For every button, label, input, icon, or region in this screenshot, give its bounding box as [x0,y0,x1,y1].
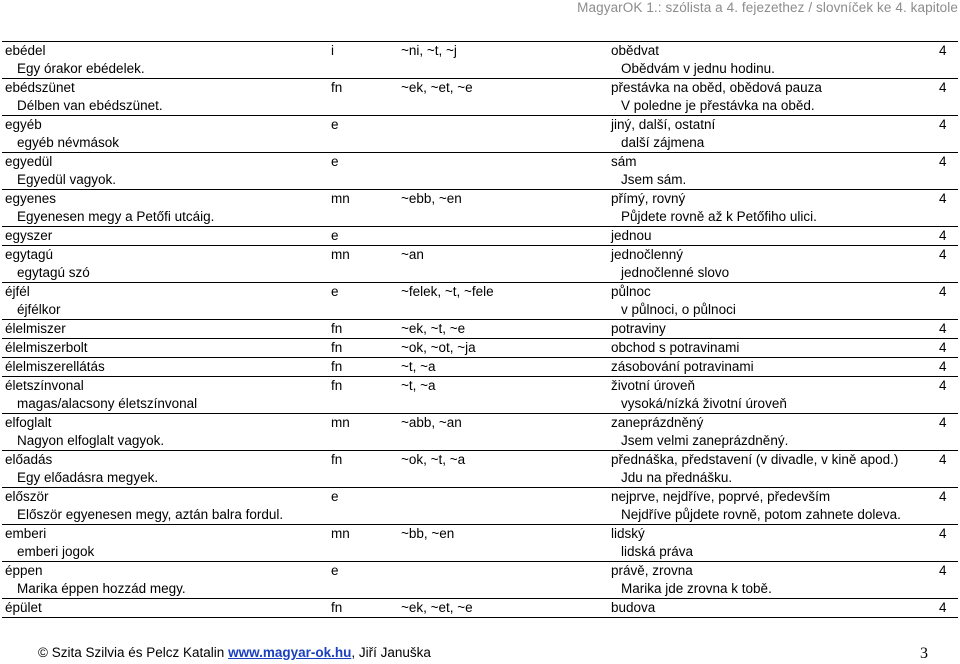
word-forms [398,414,608,451]
word-forms-text: ~ni, ~t, ~j [401,43,457,58]
word-forms [398,358,608,377]
chapter-number-text: 4 [939,452,947,467]
czech-translation-text: lidský [611,526,645,541]
czech-translation-text: sám [611,154,637,169]
chapter-number [936,562,958,599]
table-row [2,451,958,488]
part-of-speech-text: fn [331,80,343,95]
hungarian-word-example: Marika éppen hozzád megy. [17,581,186,596]
czech-translation [608,451,936,488]
czech-translation-example: v půlnoci, o půlnoci [621,302,736,317]
part-of-speech-text: fn [331,600,343,615]
word-forms-text: ~ok, ~ot, ~ja [401,340,476,355]
part-of-speech-text: e [331,117,339,132]
part-of-speech-text: e [331,154,339,169]
table-row [2,599,958,618]
hungarian-word-text: életszínvonal [5,378,84,393]
czech-translation-text: jednočlenný [611,247,684,262]
czech-translation-text: životní úroveň [611,378,696,393]
czech-translation-text: obědvat [611,43,660,58]
table-row [2,283,958,320]
hungarian-word-text: élelmiszerbolt [5,340,88,355]
part-of-speech [328,190,398,227]
chapter-number-text: 4 [939,526,947,541]
chapter-number [936,377,958,414]
hungarian-word-text: ebédel [5,43,46,58]
czech-translation [608,339,936,358]
hungarian-word-text: egyenes [5,191,57,206]
part-of-speech-text: e [331,284,339,299]
word-forms-text: ~ek, ~et, ~e [401,600,473,615]
chapter-number [936,599,958,618]
chapter-number-text: 4 [939,489,947,504]
word-forms [398,79,608,116]
chapter-number-text: 4 [939,154,947,169]
chapter-number [936,246,958,283]
chapter-number-text: 4 [939,191,947,206]
chapter-number-text: 4 [939,600,947,615]
hungarian-word [2,358,328,377]
hungarian-word-text: ebédszünet [5,80,75,95]
table-row [2,227,958,246]
hungarian-word [2,153,328,190]
czech-translation-example: Půjdete rovně až k Petőfiho ulici. [621,209,817,224]
chapter-number-text: 4 [939,321,947,336]
czech-translation-text: právě, zrovna [611,563,693,578]
word-forms [398,283,608,320]
hungarian-word [2,320,328,339]
word-forms-text: ~abb, ~an [401,415,462,430]
czech-translation-text: obchod s potravinami [611,340,740,355]
hungarian-word-text: előadás [5,452,53,467]
table-row [2,414,958,451]
table-row [2,358,958,377]
czech-translation-example: jednočlenné slovo [621,265,730,280]
part-of-speech [328,377,398,414]
hungarian-word-example: Egy előadásra megyek. [17,470,159,485]
word-forms-text: ~t, ~a [401,378,436,393]
chapter-number [936,488,958,525]
hungarian-word [2,414,328,451]
table-row [2,116,958,153]
chapter-number-text: 4 [939,43,947,58]
hungarian-word-example: éjfélkor [17,302,61,317]
copyright-icon: © [38,645,48,660]
czech-translation-example: V poledne je přestávka na oběd. [621,98,815,113]
hungarian-word-example: magas/alacsony életszínvonal [17,396,198,411]
czech-translation [608,246,936,283]
part-of-speech-text: mn [331,415,350,430]
hungarian-word-text: éppen [5,563,43,578]
word-forms-text: ~ok, ~t, ~a [401,452,466,467]
word-forms [398,116,608,153]
chapter-number [936,451,958,488]
hungarian-word [2,42,328,79]
chapter-number [936,525,958,562]
czech-translation-text: zaneprázdněný [611,415,704,430]
word-forms [398,246,608,283]
chapter-number [936,116,958,153]
part-of-speech-text: e [331,228,339,243]
chapter-number [936,190,958,227]
czech-translation [608,42,936,79]
chapter-number-text: 4 [939,563,947,578]
chapter-number [936,339,958,358]
czech-translation [608,227,936,246]
hungarian-word-text: élelmiszerellátás [5,359,105,374]
part-of-speech-text: fn [331,378,343,393]
hungarian-word-text: egyedül [5,154,53,169]
word-forms [398,451,608,488]
chapter-number [936,320,958,339]
table-row [2,562,958,599]
table-row [2,339,958,358]
part-of-speech-text: fn [331,452,343,467]
part-of-speech [328,116,398,153]
hungarian-word [2,562,328,599]
hungarian-word [2,283,328,320]
czech-translation [608,599,936,618]
hungarian-word [2,116,328,153]
hungarian-word-text: elfoglalt [5,415,52,430]
hungarian-word-example: Egyedül vagyok. [17,172,117,187]
table-row [2,42,958,79]
czech-translation-text: přímý, rovný [611,191,686,206]
hungarian-word-text: élelmiszer [5,321,66,336]
czech-translation-text: přestávka na oběd, obědová pauza [611,80,822,95]
word-forms [398,562,608,599]
word-forms [398,320,608,339]
page-number: 3 [920,645,928,662]
word-forms-text: ~an [401,247,424,262]
word-forms-text: ~t, ~a [401,359,436,374]
hungarian-word [2,79,328,116]
word-forms-text: ~felek, ~t, ~fele [401,284,494,299]
chapter-number [936,153,958,190]
hungarian-word-example: egytagú szó [17,265,90,280]
czech-translation-text: jiný, další, ostatní [611,117,716,132]
table-row [2,153,958,190]
czech-translation-text: potraviny [611,321,666,336]
hungarian-word [2,488,328,525]
part-of-speech [328,562,398,599]
chapter-number [936,79,958,116]
part-of-speech [328,358,398,377]
czech-translation-text: přednáška, představení (v divadle, v kině apod.) [611,452,899,467]
czech-translation-example: vysoká/nízká životní úroveň [621,396,787,411]
chapter-number [936,283,958,320]
part-of-speech-text: mn [331,526,350,541]
table-row [2,488,958,525]
hungarian-word [2,339,328,358]
part-of-speech [328,227,398,246]
czech-translation [608,79,936,116]
czech-translation-example: Jsem sám. [621,172,687,187]
word-forms-text: ~ebb, ~en [401,191,462,206]
part-of-speech-text: mn [331,247,350,262]
hungarian-word-text: éjfél [5,284,30,299]
hungarian-word [2,227,328,246]
word-forms [398,42,608,79]
part-of-speech-text: fn [331,340,343,355]
czech-translation-text: budova [611,600,656,615]
part-of-speech [328,339,398,358]
hungarian-word [2,599,328,618]
chapter-number-text: 4 [939,228,947,243]
word-forms [398,525,608,562]
part-of-speech-text: i [331,43,334,58]
czech-translation-example: lidská práva [621,544,694,559]
word-forms [398,488,608,525]
chapter-number-text: 4 [939,117,947,132]
czech-translation-example: Marika jde zrovna k tobě. [621,581,772,596]
chapter-number-text: 4 [939,378,947,393]
czech-translation-example: Jdu na přednášku. [621,470,733,485]
table-row [2,190,958,227]
word-forms [398,599,608,618]
table-row [2,246,958,283]
part-of-speech [328,246,398,283]
chapter-number [936,227,958,246]
czech-translation-example: Obědvám v jednu hodinu. [621,61,775,76]
part-of-speech-text: e [331,489,339,504]
czech-translation-example: další zájmena [621,135,705,150]
chapter-number-text: 4 [939,415,947,430]
hungarian-word-text: egyéb [5,117,42,132]
part-of-speech [328,488,398,525]
czech-translation [608,562,936,599]
word-forms [398,190,608,227]
word-forms-text: ~ek, ~et, ~e [401,80,473,95]
hungarian-word-text: egyszer [5,228,53,243]
part-of-speech [328,320,398,339]
table-row [2,79,958,116]
word-forms [398,153,608,190]
table-row [2,320,958,339]
part-of-speech [328,79,398,116]
chapter-number-text: 4 [939,247,947,262]
footer-translator: , Jiří Januška [351,645,431,660]
hungarian-word-text: először [5,489,49,504]
part-of-speech [328,42,398,79]
chapter-number [936,42,958,79]
word-forms-text: ~bb, ~en [401,526,455,541]
chapter-number [936,358,958,377]
hungarian-word-text: emberi [5,526,47,541]
part-of-speech-text: e [331,563,339,578]
czech-translation [608,488,936,525]
hungarian-word-example: Délben van ebédszünet. [17,98,163,113]
part-of-speech-text: mn [331,191,350,206]
hungarian-word-example: Egy órakor ebédelek. [17,61,145,76]
czech-translation [608,153,936,190]
hungarian-word-example: Először egyenesen megy, aztán balra fordul. [17,507,284,522]
part-of-speech-text: fn [331,359,343,374]
word-forms [398,339,608,358]
chapter-number-text: 4 [939,340,947,355]
hungarian-word-example: Nagyon elfoglalt vagyok. [17,433,165,448]
czech-translation [608,320,936,339]
czech-translation-example: Jsem velmi zaneprázdněný. [621,433,789,448]
hungarian-word-example: egyéb névmások [17,135,120,150]
table-row [2,525,958,562]
hungarian-word [2,525,328,562]
word-forms [398,227,608,246]
part-of-speech-text: fn [331,321,343,336]
czech-translation [608,525,936,562]
czech-translation [608,283,936,320]
chapter-number-text: 4 [939,284,947,299]
hungarian-word [2,190,328,227]
czech-translation-text: nejprve, nejdříve, poprvé, především [611,489,831,504]
footer-authors: Szita Szilvia és Pelcz Katalin [51,645,225,660]
page-header: MagyarOK 1.: szólista a 4. fejezethez / slovníček ke 4. kapitole [577,0,958,15]
chapter-number-text: 4 [939,359,947,374]
footer-credits [38,645,431,660]
czech-translation [608,190,936,227]
word-forms-text: ~ek, ~t, ~e [401,321,466,336]
chapter-number [936,414,958,451]
hungarian-word [2,246,328,283]
czech-translation [608,116,936,153]
czech-translation [608,358,936,377]
part-of-speech [328,451,398,488]
word-forms [398,377,608,414]
vocabulary-table [2,41,958,618]
czech-translation [608,377,936,414]
part-of-speech [328,414,398,451]
czech-translation-text: jednou [611,228,652,243]
hungarian-word-example: Egyenesen megy a Petőfi utcáig. [17,209,215,224]
hungarian-word [2,377,328,414]
czech-translation-text: zásobování potravinami [611,359,754,374]
table-row [2,377,958,414]
part-of-speech [328,283,398,320]
czech-translation-text: půlnoc [611,284,651,299]
footer-website-link[interactable]: www.magyar-ok.hu [228,645,352,660]
part-of-speech [328,153,398,190]
hungarian-word-example: emberi jogok [17,544,95,559]
chapter-number-text: 4 [939,80,947,95]
czech-translation [608,414,936,451]
czech-translation-example: Nejdříve půjdete rovně, potom zahnete doleva. [621,507,901,522]
hungarian-word-text: egytagú [5,247,54,262]
part-of-speech [328,525,398,562]
hungarian-word-text: épület [5,600,42,615]
hungarian-word [2,451,328,488]
part-of-speech [328,599,398,618]
